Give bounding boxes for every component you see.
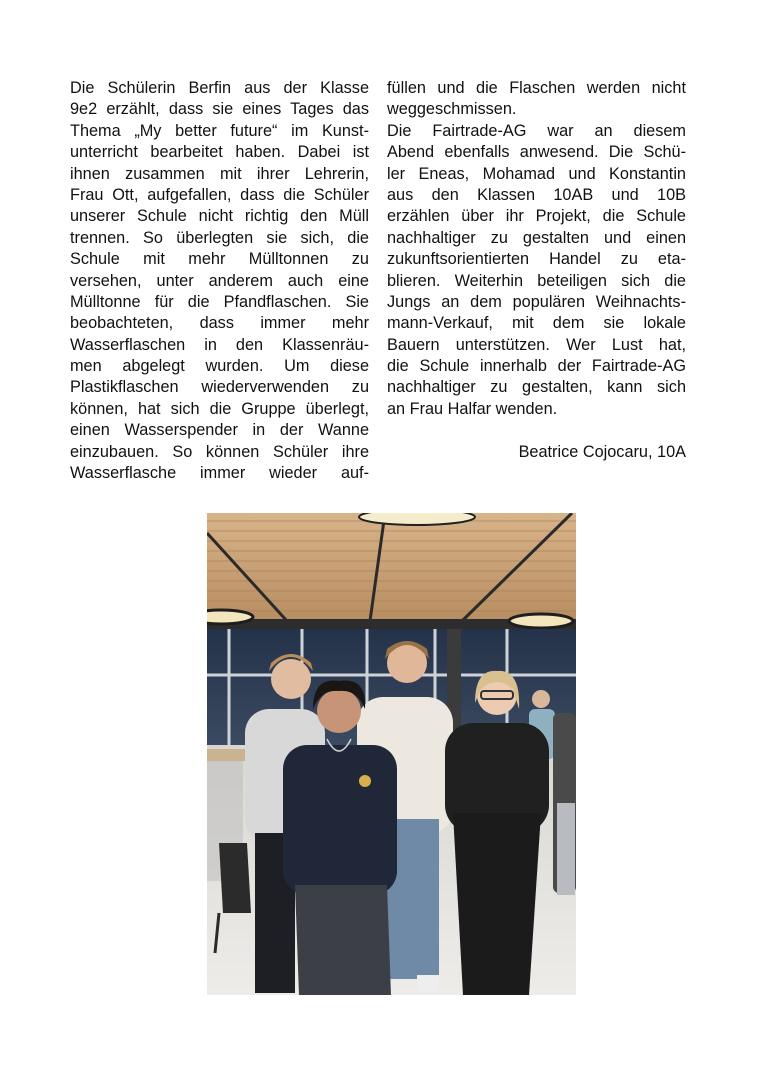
article-column-right — [387, 78, 686, 463]
article-column-left — [70, 78, 369, 484]
text-line: unserer Schule nicht richtig den Müll — [70, 207, 369, 226]
paragraph-gap — [387, 420, 686, 441]
text-line: Thema „My better future“ im Kunst- — [70, 121, 369, 140]
text-line: können, hat sich die Gruppe überlegt, — [70, 399, 369, 418]
text-line: füllen und die Flaschen werden nicht — [387, 79, 686, 97]
text-line: einen Wasserspender in der Wanne — [70, 421, 369, 440]
text-line: trennen. So überlegten sie sich, die — [70, 228, 369, 247]
text-line: nachhaltiger zu gestalten und einen — [387, 228, 686, 247]
text-line: Bauern unterstützen. Wer Lust hat, — [387, 335, 686, 354]
text-line: zukunftsorientierten Handel zu eta- — [387, 250, 686, 269]
text-line: erzählen über ihr Projekt, die Schule — [387, 207, 686, 226]
text-line: Mülltonne für die Pfandflaschen. Sie — [70, 292, 369, 311]
author-signature: Beatrice Cojocaru, 10A — [518, 442, 686, 461]
text-line: men abgelegt wurden. Um diese — [70, 357, 369, 376]
text-line: an Frau Halfar wenden. — [387, 399, 558, 418]
text-line: unterricht bearbeitet haben. Dabei ist — [70, 143, 369, 162]
text-line: Jungs an dem populären Weihnachts- — [387, 292, 686, 311]
text-line: Wasserflaschen in den Klassenräu- — [70, 335, 369, 354]
text-line: Schule mit mehr Mülltonnen zu — [70, 250, 369, 269]
text-line: die Schule innerhalb der Fairtrade-AG — [387, 357, 686, 376]
text-line: Die Schülerin Berfin aus der Klasse — [70, 79, 369, 97]
text-line: einzubauen. So können Schüler ihre — [70, 442, 369, 461]
group-photo — [207, 513, 576, 995]
text-line: Wasserflasche immer wieder auf- — [70, 464, 369, 483]
text-line: Frau Ott, aufgefallen, dass die Schüler — [70, 185, 369, 204]
text-line: 9e2 erzählt, dass sie eines Tages das — [70, 100, 369, 119]
text-line: mann-Verkauf, mit dem sie lokale — [387, 314, 686, 333]
text-line: Die Fairtrade-AG war an diesem — [387, 121, 686, 140]
text-line: weggeschmissen. — [387, 100, 517, 119]
text-line: Abend ebenfalls anwesend. Die Schü- — [387, 143, 686, 162]
text-line: blieren. Weiterhin beteiligen sich die — [387, 271, 686, 290]
text-line: ihnen zusammen mit ihrer Lehrerin, — [70, 164, 369, 183]
text-line: Plastikflaschen wiederverwenden zu — [70, 378, 369, 397]
text-line: ler Eneas, Mohamad und Konstantin — [387, 164, 686, 183]
text-line: aus den Klassen 10AB und 10B — [387, 185, 686, 204]
text-line: beobachteten, dass immer mehr — [70, 314, 369, 333]
text-line: versehen, unter anderem auch eine — [70, 271, 369, 290]
text-line: nachhaltiger zu gestalten, kann sich — [387, 378, 686, 397]
